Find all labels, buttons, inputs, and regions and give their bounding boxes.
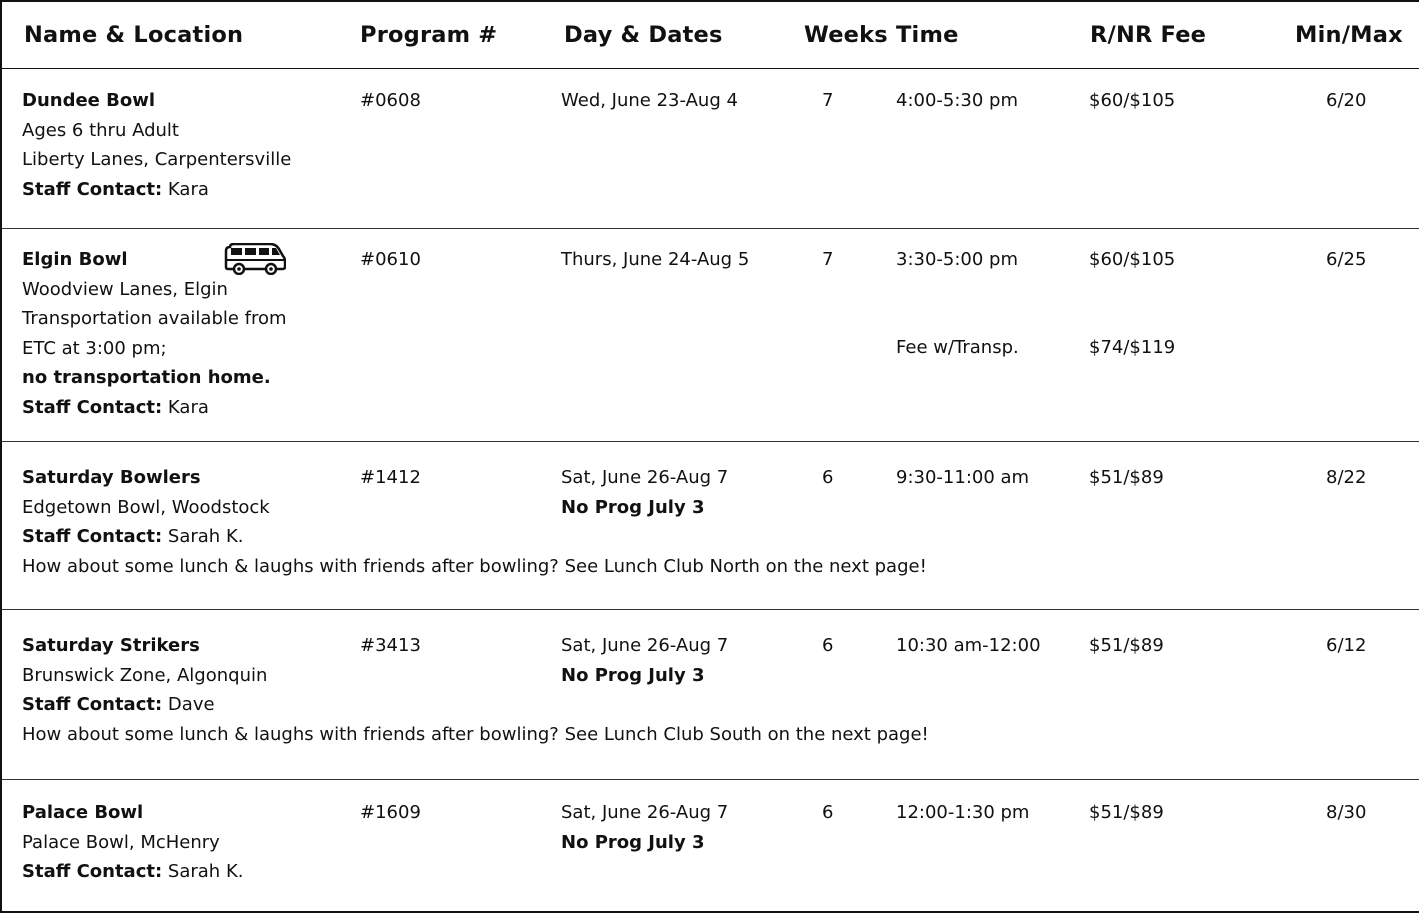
van-icon (224, 243, 286, 275)
program-weeks: 6 (822, 635, 834, 656)
program-detail: Woodview Lanes, Elgin (22, 278, 228, 300)
program-min-max: 6/12 (1326, 635, 1367, 656)
name-location-cell (22, 463, 270, 552)
table-header (2, 2, 1419, 69)
program-time-note: Fee w/Transp. (896, 337, 1019, 358)
program-number: #0610 (360, 249, 421, 270)
program-time: 10:30 am-12:00 (896, 635, 1041, 656)
program-time: 4:00-5:30 pm (896, 90, 1019, 111)
program-dates: Thurs, June 24-Aug 5 (561, 249, 750, 270)
program-number: #3413 (360, 635, 421, 656)
staff-contact-name: Sarah K. (167, 861, 244, 882)
program-detail: Edgetown Bowl, Woodstock (22, 496, 270, 518)
program-min-max: 6/25 (1326, 249, 1367, 270)
program-number: #1609 (360, 802, 421, 823)
program-number: #0608 (360, 90, 421, 111)
header-fee: R/NR Fee (1090, 22, 1207, 48)
no-program-note: No Prog July 3 (561, 831, 705, 853)
program-name: Saturday Strikers (22, 635, 200, 656)
program-detail: Ages 6 thru Adult (22, 119, 179, 141)
table-row (2, 610, 1419, 780)
program-fee: $51/$89 (1089, 802, 1164, 823)
program-number: #1412 (360, 467, 421, 488)
program-weeks: 7 (822, 90, 834, 111)
program-detail: Liberty Lanes, Carpentersville (22, 149, 292, 170)
lunch-club-note: How about some lunch & laughs with friends after bowling? See Lunch Club South on the next page! (22, 724, 929, 745)
program-min-max: 8/30 (1326, 802, 1367, 823)
program-fee: $51/$89 (1089, 635, 1164, 656)
dates-cell (561, 631, 728, 690)
header-program: Program # (360, 22, 498, 48)
staff-contact-name: Kara (167, 396, 209, 418)
no-program-note: No Prog July 3 (561, 664, 705, 686)
header-name-location: Name & Location (24, 22, 244, 48)
staff-contact-label: Staff Contact: (22, 396, 163, 418)
staff-contact-name: Sarah K. (167, 526, 244, 547)
program-weeks: 6 (822, 802, 834, 823)
name-location-cell (22, 798, 243, 887)
program-time: 9:30-11:00 am (896, 467, 1030, 488)
header-day-dates: Day & Dates (564, 22, 723, 48)
staff-contact-label: Staff Contact: (22, 526, 163, 547)
staff-contact-label: Staff Contact: (22, 178, 163, 200)
program-detail: Brunswick Zone, Algonquin (22, 664, 268, 686)
staff-contact-label: Staff Contact: (22, 861, 163, 882)
program-name: Palace Bowl (22, 802, 144, 823)
name-location-cell (22, 86, 291, 204)
program-weeks: 7 (822, 249, 834, 270)
program-dates: Wed, June 23-Aug 4 (561, 90, 738, 111)
table-row (2, 442, 1419, 610)
program-fee: $60/$105 (1089, 90, 1176, 111)
program-detail: ETC at 3:00 pm; (22, 337, 167, 359)
staff-contact-name: Dave (167, 694, 215, 715)
no-program-note: No Prog July 3 (561, 496, 705, 518)
program-time: 3:30-5:00 pm (896, 249, 1019, 270)
program-fee: $51/$89 (1089, 467, 1164, 488)
program-name: Saturday Bowlers (22, 467, 201, 488)
header-min-max: Min/Max (1295, 22, 1403, 48)
program-detail-bold: no transportation home. (22, 367, 271, 388)
program-name: Elgin Bowl (22, 249, 128, 270)
program-name: Dundee Bowl (22, 90, 156, 111)
program-dates: Sat, June 26-Aug 7 (561, 802, 729, 823)
lunch-club-note: How about some lunch & laughs with friends after bowling? See Lunch Club North on the next page! (22, 556, 927, 577)
program-time: 12:00-1:30 pm (896, 802, 1030, 823)
dates-cell (561, 463, 728, 522)
program-fee: $60/$105 (1089, 249, 1176, 270)
header-weeks: Weeks (804, 22, 888, 48)
table-row (2, 69, 1419, 229)
dates-cell (561, 798, 728, 857)
program-detail: Transportation available from (22, 308, 287, 329)
staff-contact-name: Kara (167, 178, 209, 200)
program-min-max: 6/20 (1326, 90, 1367, 111)
program-dates: Sat, June 26-Aug 7 (561, 635, 729, 656)
name-location-cell (22, 631, 267, 720)
program-min-max: 8/22 (1326, 467, 1367, 488)
program-dates: Sat, June 26-Aug 7 (561, 467, 729, 488)
table-row (2, 780, 1419, 913)
table-row (2, 229, 1419, 442)
program-weeks: 6 (822, 467, 834, 488)
program-detail: Palace Bowl, McHenry (22, 831, 220, 853)
header-time: Time (896, 22, 959, 48)
program-fee-transport: $74/$119 (1089, 337, 1176, 358)
staff-contact-label: Staff Contact: (22, 694, 163, 715)
